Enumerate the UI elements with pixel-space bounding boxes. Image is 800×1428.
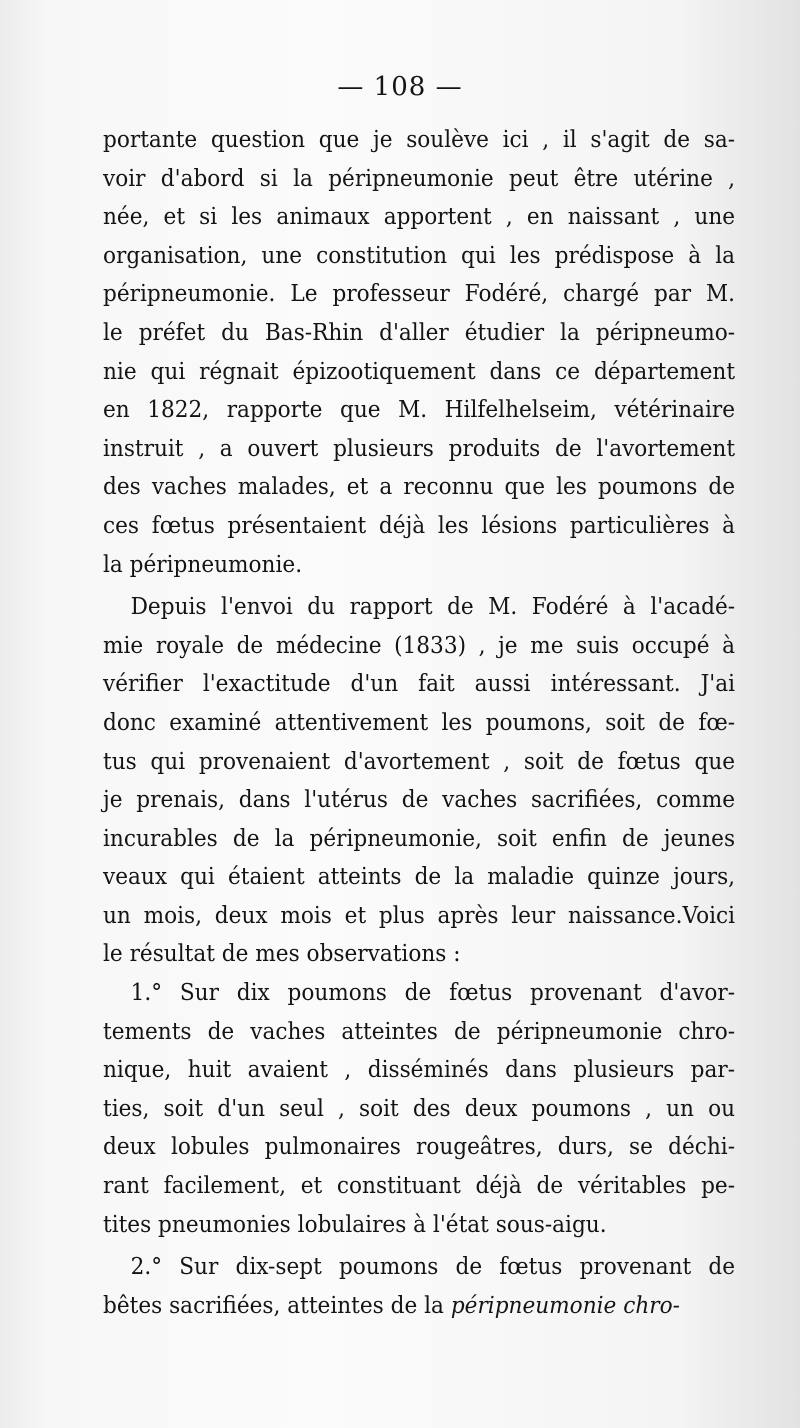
text-line: tus qui provenaient d'avortement , soit de fœtus que [103, 746, 736, 775]
italic-text-fragment: péripneumonie chro- [450, 1290, 680, 1319]
text-line: la péripneumonie. [103, 549, 303, 578]
text-line: veaux qui étaient atteints de la maladie quinze jours, [103, 862, 736, 891]
text-line: portante question que je soulève ici , il s'agit de sa- [103, 125, 736, 153]
text-line: ties, soit d'un seul , soit des deux poumons , un ou [103, 1093, 736, 1122]
text-line: 2.° Sur dix-sept poumons de fœtus provenant de [130, 1252, 736, 1281]
text-line: organisation, une constitution qui les prédispose à la [103, 240, 736, 269]
text-line: en 1822, rapporte que M. Hilfelhelseim, vétérinaire [103, 395, 736, 424]
text-line: tements de vaches atteintes de péripneumonie chro- [103, 1016, 736, 1045]
text-line: péripneumonie. Le professeur Fodéré, chargé par M. [103, 279, 736, 308]
text-line: tites pneumonies lobulaires à l'état sous-aigu. [103, 1209, 607, 1238]
text-line: Depuis l'envoi du rapport de M. Fodéré à l'acadé- [130, 592, 736, 621]
text-line-final [103, 1286, 735, 1325]
text-line: donc examiné attentivement les poumons, soit de fœ- [103, 707, 736, 736]
text-line: née, et si les animaux apportent , en naissant , une [103, 202, 736, 231]
text-line: nique, huit avaient , disséminés dans plusieurs par- [103, 1055, 736, 1084]
body-text [103, 120, 735, 1324]
text-line: je prenais, dans l'utérus de vaches sacrifiées, comme [103, 785, 736, 814]
text-line: incurables de la péripneumonie, soit enfin de jeunes [103, 823, 736, 852]
text-line: instruit , a ouvert plusieurs produits de l'avortement [103, 433, 736, 462]
text-fragment: bêtes sacrifiées, atteintes de la [103, 1290, 451, 1319]
text-line: deux lobules pulmonaires rougeâtres, durs, se déchi- [103, 1132, 736, 1161]
page-number: — 108 — [337, 72, 463, 102]
text-line: le préfet du Bas-Rhin d'aller étudier la péripneumo- [103, 317, 736, 346]
text-line: voir d'abord si la péripneumonie peut être utérine , [103, 163, 736, 192]
text-line: le résultat de mes observations : [103, 939, 461, 968]
text-line: nie qui régnait épizootiquement dans ce département [103, 356, 736, 385]
text-line: ces fœtus présentaient déjà les lésions particulières à [103, 510, 736, 539]
text-line: un mois, deux mois et plus après leur naissance.Voici [103, 900, 736, 929]
text-line: 1.° Sur dix poumons de fœtus provenant d'avor- [130, 978, 736, 1007]
text-line: mie royale de médecine (1833) , je me suis occupé à [103, 630, 736, 659]
text-line: rant facilement, et constituant déjà de véritables pe- [103, 1171, 736, 1200]
text-line: vérifier l'exactitude d'un fait aussi intéressant. J'ai [103, 669, 736, 698]
text-line: des vaches malades, et a reconnu que les poumons de [103, 472, 736, 501]
